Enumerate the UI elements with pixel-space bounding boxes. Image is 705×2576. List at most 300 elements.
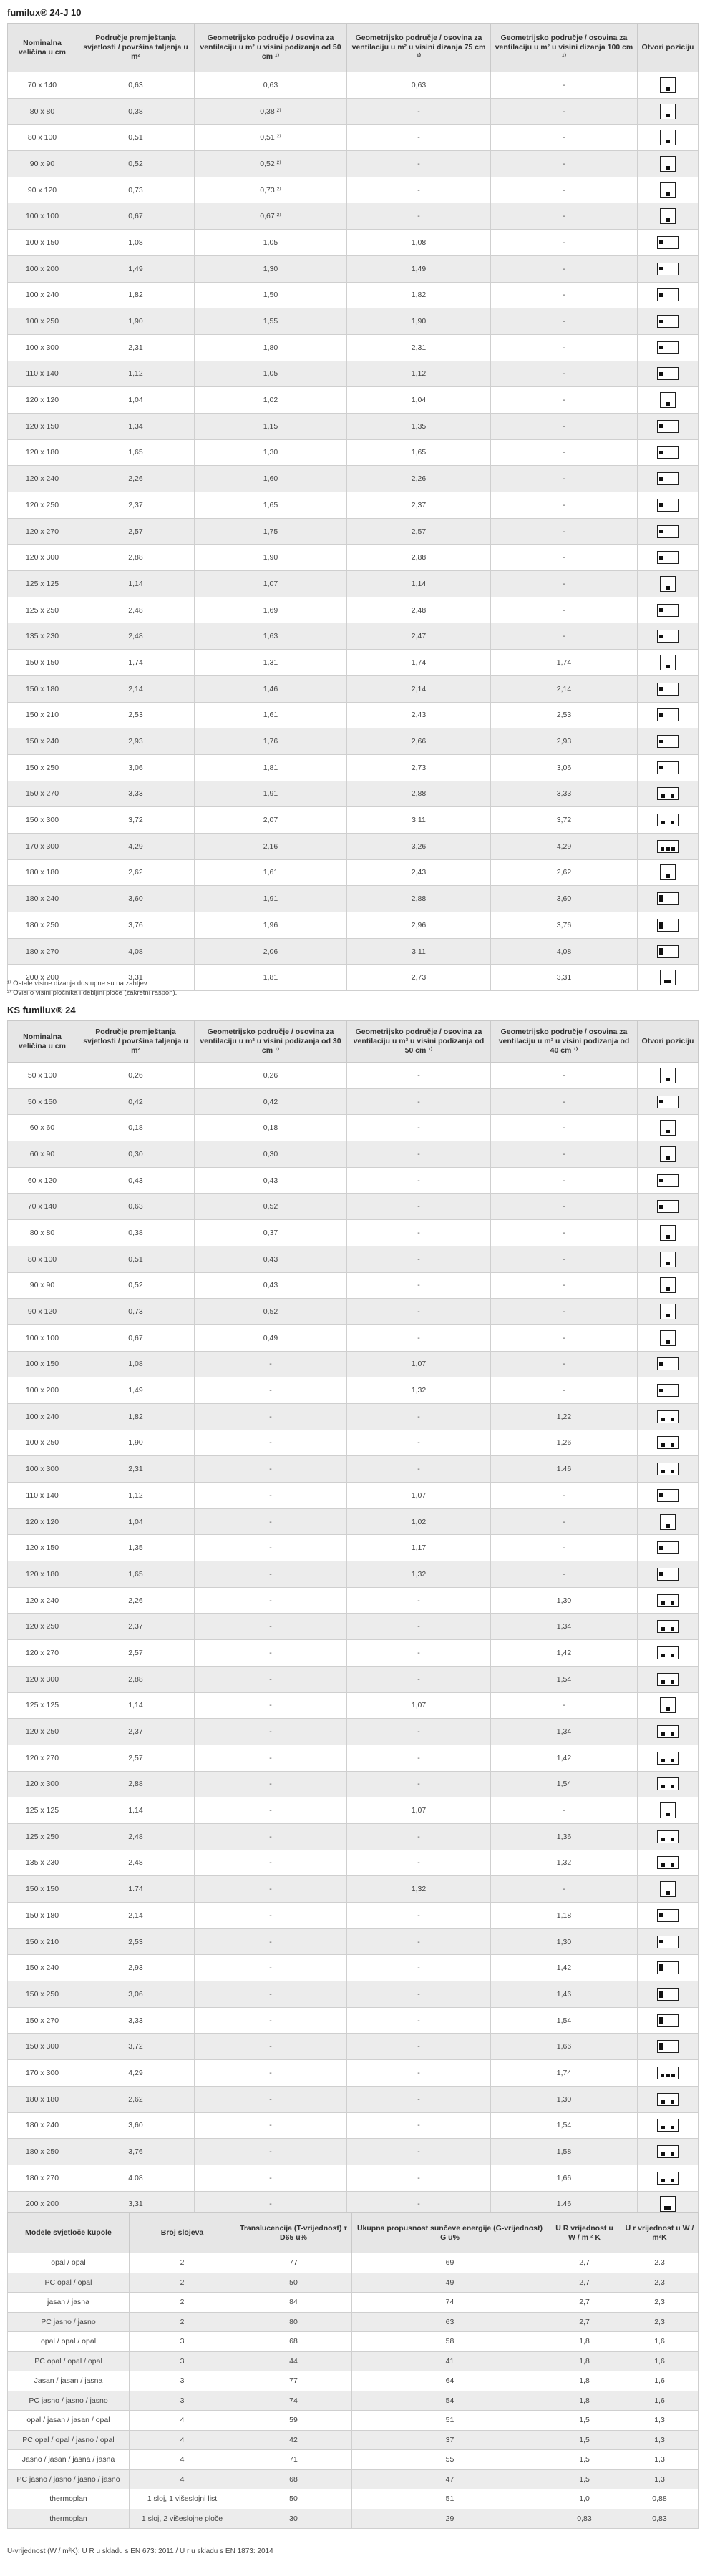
column-header: Nominalna veličina u cm: [8, 1021, 77, 1063]
table-cell: 2,7: [548, 2293, 621, 2313]
table-cell: 1,55: [195, 308, 347, 335]
table-row: [8, 413, 699, 439]
table2-header-row: [8, 1021, 699, 1063]
table-cell: PC opal / opal / jasno / opal: [8, 2430, 130, 2450]
table-cell: 1 sloj, 1 višeslojni list: [130, 2489, 235, 2509]
table-cell: 1,07: [347, 1483, 491, 1509]
open-position-cell: [638, 702, 699, 728]
open-position-cell: [638, 675, 699, 702]
table-cell: 1,65: [77, 1561, 195, 1588]
table-row: [8, 2165, 699, 2191]
open-position-cell: [638, 1063, 699, 1089]
open-position-icon: [657, 1463, 679, 1475]
table-cell: -: [491, 1351, 638, 1377]
table-row: [8, 833, 699, 859]
table-cell: -: [195, 1508, 347, 1535]
table-row: [8, 2139, 699, 2165]
table-cell: 180 x 240: [8, 886, 77, 912]
table-cell: 100 x 150: [8, 1351, 77, 1377]
table-cell: 180 x 270: [8, 938, 77, 965]
table-cell: 1,35: [77, 1535, 195, 1561]
table-cell: -: [347, 2060, 491, 2087]
table-cell: 1,5: [548, 2430, 621, 2450]
table-cell: -: [195, 1955, 347, 1981]
table-cell: 1,26: [491, 1430, 638, 1456]
open-position-icon: [660, 2196, 676, 2212]
table-cell: 4,29: [77, 833, 195, 859]
table-cell: 120 x 270: [8, 1640, 77, 1667]
table-cell: 0,26: [195, 1063, 347, 1089]
table-cell: -: [491, 308, 638, 335]
open-position-cell: [638, 1719, 699, 1745]
open-position-cell: [638, 1771, 699, 1797]
table-cell: 2.3: [621, 2253, 699, 2273]
table-cell: PC jasno / jasno / jasno: [8, 2391, 130, 2411]
table-cell: 1,66: [491, 2165, 638, 2191]
open-position-icon: [657, 420, 679, 433]
table-cell: 1,61: [195, 702, 347, 728]
open-position-cell: [638, 781, 699, 807]
table-cell: thermoplan: [8, 2509, 130, 2529]
open-position-cell: [638, 1246, 699, 1272]
open-position-icon: [657, 708, 679, 721]
table-cell: 1,76: [195, 728, 347, 755]
table-cell: 42: [235, 2430, 352, 2450]
table-cell: 3,33: [77, 781, 195, 807]
table-cell: 3,76: [491, 912, 638, 939]
table-cell: 2,62: [77, 859, 195, 886]
open-position-icon: [657, 683, 679, 696]
open-position-icon: [660, 1514, 676, 1530]
open-position-icon: [660, 182, 676, 198]
table-cell: 1.46: [491, 2191, 638, 2218]
table-cell: 3: [130, 2332, 235, 2352]
table-cell: -: [195, 1587, 347, 1614]
table-cell: -: [347, 1981, 491, 2008]
table-row: [8, 2273, 699, 2293]
open-position-cell: [638, 334, 699, 361]
table-row: [8, 912, 699, 939]
open-position-cell: [638, 2007, 699, 2034]
note-2: ²⁾ Ovisi o visini pločnika i debljini ploče (zakretni raspon).: [7, 989, 178, 997]
table-row: [8, 439, 699, 466]
open-position-icon: [657, 1096, 679, 1108]
table-cell: 1,90: [77, 308, 195, 335]
table-cell: -: [347, 1587, 491, 1614]
table-cell: 0,38 ²⁾: [195, 98, 347, 125]
table-cell: 1,74: [347, 650, 491, 676]
open-position-icon: [657, 2119, 679, 2132]
open-position-cell: [638, 754, 699, 781]
table-cell: PC jasno / jasno: [8, 2312, 130, 2332]
open-position-icon: [657, 1489, 679, 1502]
table-cell: 4,08: [77, 938, 195, 965]
open-position-cell: [638, 2060, 699, 2087]
table-cell: 2,88: [347, 545, 491, 571]
table-cell: -: [347, 1246, 491, 1272]
table-cell: 1,18: [491, 1903, 638, 1929]
table-row: [8, 1928, 699, 1955]
table-cell: 2,16: [195, 833, 347, 859]
open-position-icon: [660, 1802, 676, 1818]
table-cell: 1,32: [347, 1876, 491, 1903]
open-position-cell: [638, 728, 699, 755]
open-position-cell: [638, 807, 699, 834]
open-position-cell: [638, 203, 699, 230]
table-row: [8, 2489, 699, 2509]
table-cell: -: [491, 177, 638, 203]
open-position-cell: [638, 413, 699, 439]
open-position-icon: [660, 1252, 676, 1267]
table-cell: 90 x 90: [8, 1272, 77, 1299]
table-cell: 150 x 300: [8, 807, 77, 834]
table-cell: 1,31: [195, 650, 347, 676]
table-cell: 1,65: [195, 492, 347, 519]
table-row: [8, 2469, 699, 2489]
table-row: [8, 203, 699, 230]
open-position-cell: [638, 518, 699, 545]
table-cell: -: [491, 1115, 638, 1141]
table-cell: 4,29: [77, 2060, 195, 2087]
table-cell: 1,81: [195, 754, 347, 781]
table-cell: 3,60: [77, 2112, 195, 2139]
open-position-cell: [638, 938, 699, 965]
open-position-icon: [660, 1304, 676, 1319]
table-row: [8, 98, 699, 125]
table-cell: 1,14: [77, 1692, 195, 1719]
table-cell: 2: [130, 2273, 235, 2293]
table-cell: 1,12: [347, 361, 491, 387]
table-cell: 80 x 100: [8, 125, 77, 151]
table-cell: 0,83: [621, 2509, 699, 2529]
table-cell: 50 x 100: [8, 1063, 77, 1089]
footer-note: U-vrijednost (W / m²K): U R u skladu s EN 673: 2011 / U r u skladu s EN 1873: 2014: [7, 2547, 273, 2555]
table-cell: 150 x 250: [8, 754, 77, 781]
table-row: [8, 2007, 699, 2034]
open-position-icon: [657, 892, 679, 905]
table-cell: 120 x 250: [8, 1614, 77, 1640]
table-cell: 1,50: [195, 282, 347, 308]
open-position-icon: [657, 2067, 679, 2079]
table-row: [8, 177, 699, 203]
table-cell: -: [347, 177, 491, 203]
table-cell: -: [195, 1719, 347, 1745]
table-row: [8, 255, 699, 282]
table-cell: -: [347, 2191, 491, 2218]
table-cell: 2,57: [77, 1745, 195, 1771]
table-cell: 60 x 90: [8, 1141, 77, 1168]
open-position-cell: [638, 1797, 699, 1824]
table-cell: -: [347, 1719, 491, 1745]
table-cell: 1,54: [491, 2112, 638, 2139]
open-position-icon: [660, 1697, 676, 1713]
table-cell: 1,54: [491, 1771, 638, 1797]
table-cell: 0,42: [77, 1088, 195, 1115]
open-position-cell: [638, 2034, 699, 2060]
open-position-icon: [660, 864, 676, 880]
table-cell: 0,67 ²⁾: [195, 203, 347, 230]
table-cell: 51: [352, 2411, 548, 2431]
table-cell: 80: [235, 2312, 352, 2332]
table-cell: 3,76: [77, 912, 195, 939]
table-cell: 0,52: [77, 151, 195, 177]
table-cell: 0,67: [77, 203, 195, 230]
table-cell: 1,90: [77, 1430, 195, 1456]
table-cell: -: [347, 1272, 491, 1299]
table-cell: 100 x 200: [8, 255, 77, 282]
table-cell: 1,04: [77, 1508, 195, 1535]
table-cell: 69: [352, 2253, 548, 2273]
open-position-cell: [638, 1850, 699, 1876]
table-row: [8, 1850, 699, 1876]
table-cell: 1,07: [195, 571, 347, 597]
table-cell: 0,51: [77, 1246, 195, 1272]
table-cell: -: [347, 2007, 491, 2034]
table-cell: 100 x 100: [8, 1324, 77, 1351]
open-position-icon: [660, 1120, 676, 1136]
table-cell: 110 x 140: [8, 1483, 77, 1509]
table-cell: -: [347, 2112, 491, 2139]
table-cell: 0,73: [77, 177, 195, 203]
table-cell: 150 x 210: [8, 1928, 77, 1955]
open-position-icon: [657, 315, 679, 328]
table-cell: 180 x 180: [8, 2086, 77, 2112]
table-cell: -: [195, 1981, 347, 2008]
table-cell: -: [491, 361, 638, 387]
table-cell: -: [491, 1220, 638, 1246]
open-position-cell: [638, 650, 699, 676]
open-position-cell: [638, 255, 699, 282]
table-cell: 150 x 250: [8, 1981, 77, 2008]
table-cell: 4,08: [491, 938, 638, 965]
table-cell: 0,43: [77, 1167, 195, 1194]
table-cell: 2,14: [347, 675, 491, 702]
open-position-cell: [638, 98, 699, 125]
table-cell: -: [491, 466, 638, 492]
table-cell: 2,47: [347, 623, 491, 650]
table-cell: -: [491, 1324, 638, 1351]
table-cell: 120 x 240: [8, 466, 77, 492]
open-position-cell: [638, 912, 699, 939]
open-position-icon: [657, 1200, 679, 1213]
table-cell: -: [195, 2086, 347, 2112]
table-cell: 2,48: [77, 1850, 195, 1876]
open-position-icon: [657, 735, 679, 748]
table-cell: 4.08: [77, 2165, 195, 2191]
table-cell: -: [347, 1640, 491, 1667]
table-cell: 0,38: [77, 98, 195, 125]
table-cell: -: [491, 1246, 638, 1272]
table-cell: 0,43: [195, 1246, 347, 1272]
table1-body: [8, 72, 699, 991]
table-cell: 71: [235, 2450, 352, 2470]
open-position-icon: [657, 1384, 679, 1397]
table-cell: 2,26: [347, 466, 491, 492]
table-row: [8, 1614, 699, 1640]
open-position-cell: [638, 1508, 699, 1535]
table-cell: 180 x 250: [8, 2139, 77, 2165]
open-position-icon: [657, 2145, 679, 2158]
table-row: [8, 1903, 699, 1929]
table-cell: 3,60: [491, 886, 638, 912]
table-cell: 1,15: [195, 413, 347, 439]
table-cell: -: [347, 98, 491, 125]
table-row: [8, 1272, 699, 1299]
table-cell: 120 x 250: [8, 492, 77, 519]
open-position-icon: [657, 367, 679, 380]
table-row: [8, 623, 699, 650]
open-position-icon: [657, 814, 679, 826]
table-cell: 120 x 150: [8, 413, 77, 439]
table-cell: 1,96: [195, 912, 347, 939]
table-cell: 1,32: [347, 1377, 491, 1404]
table-cell: 1,49: [77, 1377, 195, 1404]
table-row: [8, 1876, 699, 1903]
table-cell: 1,12: [77, 1483, 195, 1509]
table-row: [8, 2450, 699, 2470]
table-cell: 0,52: [77, 1272, 195, 1299]
table2: [7, 1020, 699, 2218]
table-cell: 68: [235, 2469, 352, 2489]
table-cell: -: [195, 1430, 347, 1456]
table-cell: 1,82: [77, 282, 195, 308]
table-cell: 1,34: [77, 413, 195, 439]
table-cell: 3,33: [491, 781, 638, 807]
table-cell: 0,42: [195, 1088, 347, 1115]
table-row: [8, 1141, 699, 1168]
table-cell: 54: [352, 2391, 548, 2411]
table-cell: -: [195, 1561, 347, 1588]
table-cell: 2: [130, 2312, 235, 2332]
table-cell: 150 x 240: [8, 1955, 77, 1981]
table-cell: -: [195, 2191, 347, 2218]
table-cell: -: [491, 334, 638, 361]
table-cell: 125 x 125: [8, 1797, 77, 1824]
table-cell: 1,17: [347, 1535, 491, 1561]
table-cell: 2: [130, 2253, 235, 2273]
open-position-icon: [657, 1568, 679, 1581]
open-position-cell: [638, 1876, 699, 1903]
column-header: Geometrijsko područje / osovina za ventilaciju u m² u visini podizanja od 30 cm ¹⁾: [195, 1021, 347, 1063]
table-cell: 125 x 125: [8, 571, 77, 597]
table-cell: 3,11: [347, 807, 491, 834]
table-cell: 1,8: [548, 2332, 621, 2352]
table-cell: 2,93: [77, 728, 195, 755]
open-position-cell: [638, 859, 699, 886]
table-cell: 80 x 80: [8, 98, 77, 125]
open-position-icon: [660, 1330, 676, 1346]
table-cell: -: [491, 1876, 638, 1903]
column-header: U R vrijednost u W / m ² K: [548, 2213, 621, 2253]
table-cell: 0,63: [77, 72, 195, 99]
table-cell: 1,30: [491, 1928, 638, 1955]
open-position-cell: [638, 1272, 699, 1299]
table-cell: 150 x 180: [8, 1903, 77, 1929]
table-cell: -: [491, 1141, 638, 1168]
table-cell: 4: [130, 2411, 235, 2431]
table-cell: -: [347, 2086, 491, 2112]
table-cell: -: [347, 1614, 491, 1640]
table-cell: -: [491, 545, 638, 571]
table-cell: -: [491, 1797, 638, 1824]
table-cell: 41: [352, 2351, 548, 2371]
table-cell: 2,88: [77, 1771, 195, 1797]
table-row: [8, 2253, 699, 2273]
open-position-icon: [657, 1830, 679, 1843]
open-position-cell: [638, 545, 699, 571]
table-row: [8, 545, 699, 571]
table-row: [8, 1797, 699, 1824]
table-cell: 2,3: [621, 2273, 699, 2293]
table-cell: -: [347, 151, 491, 177]
table-cell: 2,7: [548, 2253, 621, 2273]
table-cell: -: [491, 1194, 638, 1220]
table-cell: 0,63: [347, 72, 491, 99]
table-cell: 3,31: [77, 2191, 195, 2218]
open-position-cell: [638, 492, 699, 519]
table-cell: -: [491, 1167, 638, 1194]
table-row: [8, 2293, 699, 2313]
table-cell: 1,14: [77, 571, 195, 597]
column-header: Geometrijsko područje / osovina za ventilaciju u m² u visini dizanja 100 cm ¹⁾: [491, 24, 638, 72]
open-position-cell: [638, 1928, 699, 1955]
table-cell: -: [195, 1771, 347, 1797]
table-row: [8, 72, 699, 99]
table-row: [8, 781, 699, 807]
table-cell: 120 x 150: [8, 1535, 77, 1561]
table-cell: 3,06: [77, 754, 195, 781]
open-position-cell: [638, 1535, 699, 1561]
open-position-icon: [657, 1856, 679, 1869]
table-row: [8, 1587, 699, 1614]
open-position-cell: [638, 1088, 699, 1115]
table-cell: -: [491, 387, 638, 414]
open-position-cell: [638, 308, 699, 335]
open-position-icon: [657, 341, 679, 354]
table-cell: 125 x 125: [8, 1692, 77, 1719]
open-position-icon: [657, 499, 679, 512]
table-cell: 1,12: [77, 361, 195, 387]
open-position-cell: [638, 1483, 699, 1509]
table-cell: 110 x 140: [8, 361, 77, 387]
table-cell: 90 x 120: [8, 1299, 77, 1325]
table-cell: 170 x 300: [8, 833, 77, 859]
table-cell: 70 x 140: [8, 1194, 77, 1220]
table-cell: 150 x 270: [8, 2007, 77, 2034]
table-row: [8, 597, 699, 623]
open-position-icon: [657, 1357, 679, 1370]
table-cell: 1,30: [491, 2086, 638, 2112]
table-cell: 0,52: [195, 1194, 347, 1220]
table-cell: -: [347, 1850, 491, 1876]
table-cell: 70 x 140: [8, 72, 77, 99]
table-row: [8, 728, 699, 755]
table-cell: 0,52 ²⁾: [195, 151, 347, 177]
open-position-icon: [657, 551, 679, 564]
open-position-icon: [657, 2014, 679, 2027]
table-cell: 135 x 230: [8, 1850, 77, 1876]
table-cell: 1,05: [195, 361, 347, 387]
table-cell: 1,22: [491, 1403, 638, 1430]
table-cell: 1,90: [195, 545, 347, 571]
open-position-icon: [660, 1225, 676, 1241]
table-cell: 0,30: [195, 1141, 347, 1168]
open-position-cell: [638, 2139, 699, 2165]
column-header: Područje premještanja svjetlosti / površina taljenja u m²: [77, 1021, 195, 1063]
open-position-cell: [638, 1456, 699, 1483]
table-cell: 1,3: [621, 2469, 699, 2489]
table-cell: 1,07: [347, 1692, 491, 1719]
